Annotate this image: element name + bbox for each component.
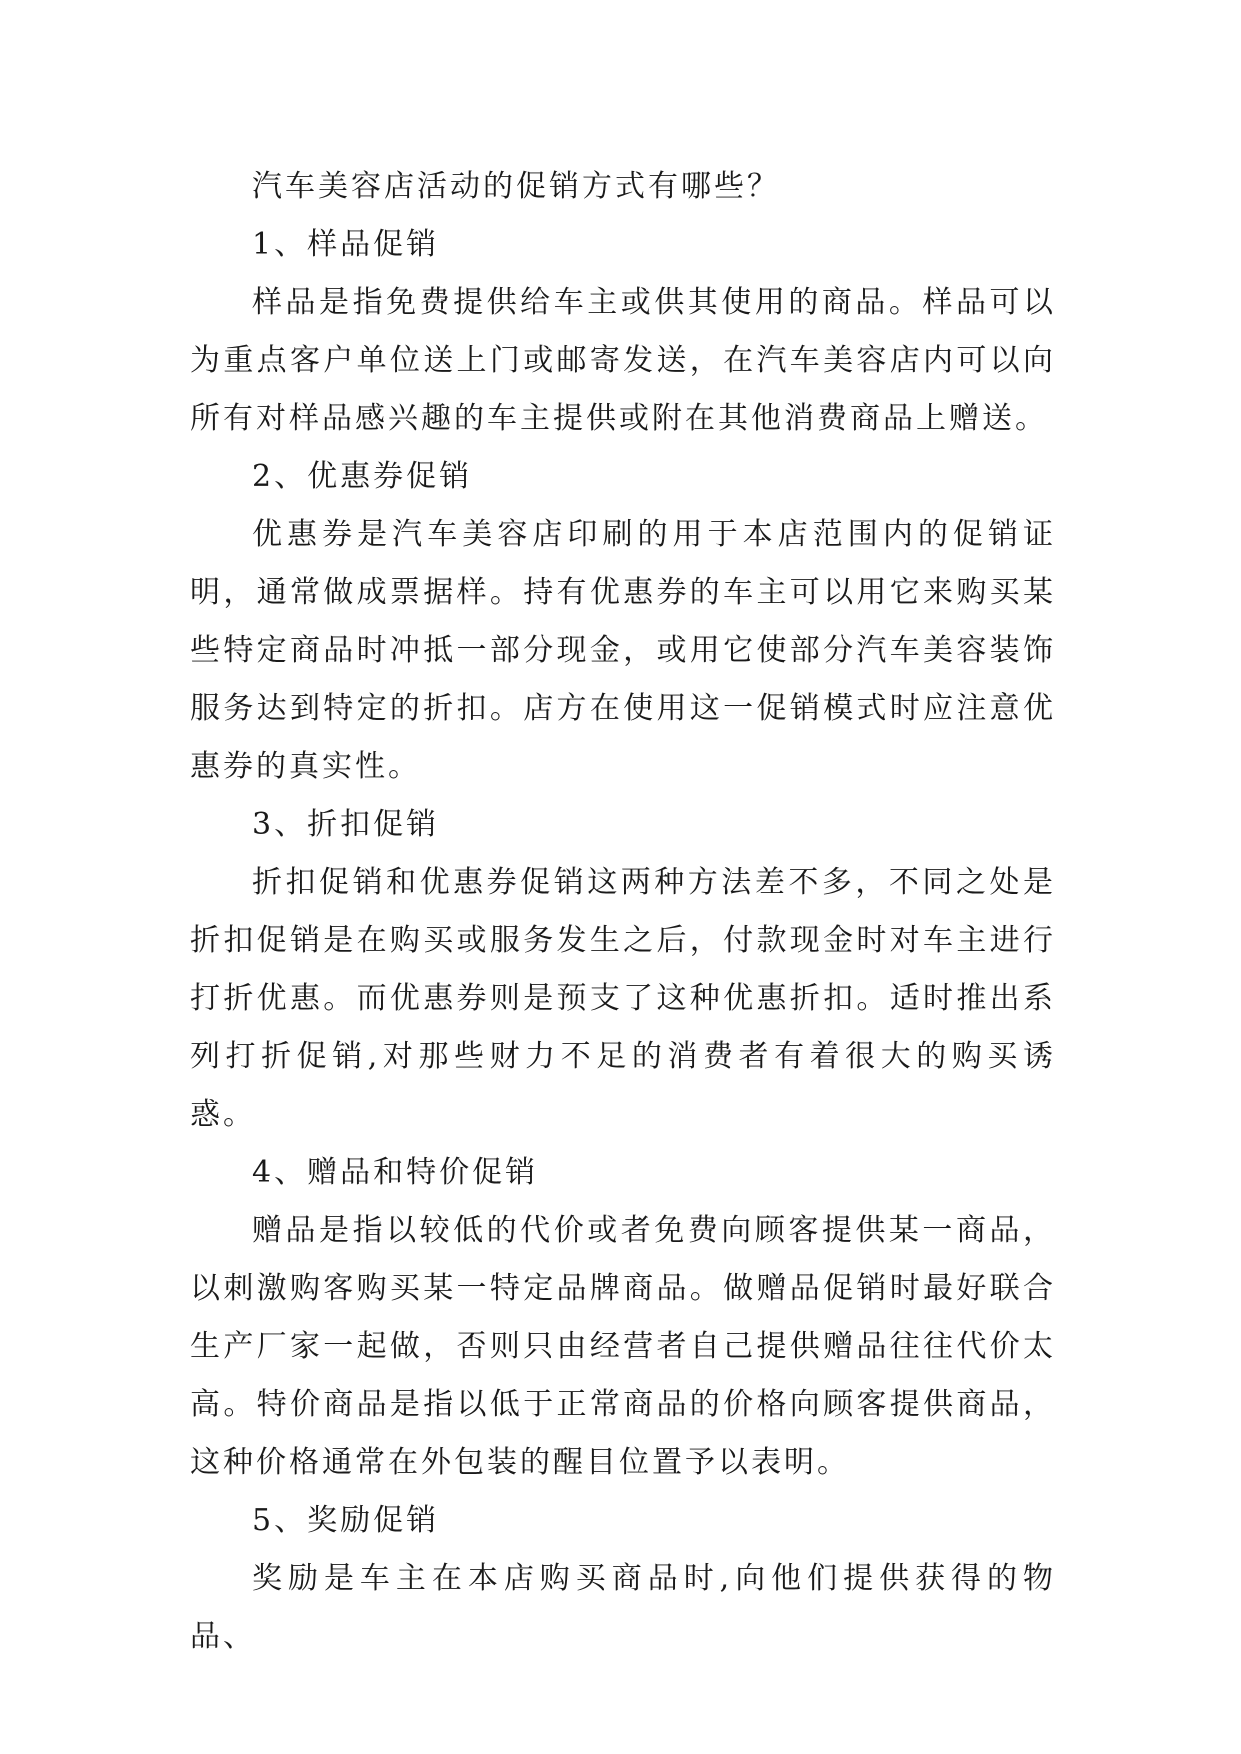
section-body-5: 奖励是车主在本店购买商品时,向他们提供获得的物品、 xyxy=(190,1561,1056,1654)
section-heading-2: 2、优惠券促销 xyxy=(252,459,473,494)
section-body-4: 赠品是指以较低的代价或者免费向顾客提供某一商品，以刺激购客购买某一特定品牌商品。做赠品促销时最好联合生产厂家一起做，否则只由经营者自己提供赠品往往代价太高。特价商品是指以低于正常商品的价格向顾客提供商品，这种价格通常在外包装的醒目位置予以表明。 xyxy=(190,1213,1056,1480)
section-body-2: 优惠券是汽车美容店印刷的用于本店范围内的促销证明，通常做成票据样。持有优惠券的车主可以用它来购买某些特定商品时冲抵一部分现金，或用它使部分汽车美容装饰服务达到特定的折扣。店方在使用这一促销模式时应注意优惠券的真实性。 xyxy=(190,517,1056,784)
document-title: 汽车美容店活动的促销方式有哪些？ xyxy=(252,169,780,204)
document-body xyxy=(190,158,1056,1666)
section-heading-3: 3、折扣促销 xyxy=(252,807,440,842)
section-heading-4: 4、赠品和特价促销 xyxy=(252,1155,539,1190)
section-heading-1: 1、样品促销 xyxy=(252,227,440,262)
section-body-3: 折扣促销和优惠券促销这两种方法差不多，不同之处是折扣促销是在购买或服务发生之后，付款现金时对车主进行打折优惠。而优惠券则是预支了这种优惠折扣。适时推出系列打折促销,对那些财力不足的消费者有着很大的购买诱惑。 xyxy=(190,865,1056,1132)
section-heading-5: 5、奖励促销 xyxy=(252,1503,440,1538)
section-body-1: 样品是指免费提供给车主或供其使用的商品。样品可以为重点客户单位送上门或邮寄发送，在汽车美容店内可以向所有对样品感兴趣的车主提供或附在其他消费商品上赠送。 xyxy=(190,285,1056,436)
